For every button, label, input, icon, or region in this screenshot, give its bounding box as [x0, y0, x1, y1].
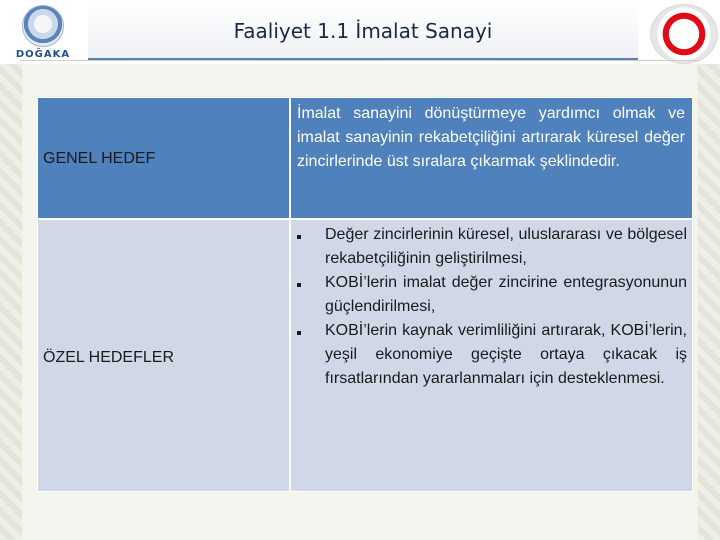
- specific-goals-label-cell: [37, 219, 290, 492]
- list-item: [295, 319, 687, 391]
- left-decorative-border: [0, 64, 22, 540]
- objectives-table: [37, 97, 693, 492]
- list-item: [295, 271, 687, 319]
- slide-header: [0, 0, 720, 64]
- bullet-icon: [297, 331, 301, 335]
- dogaka-logo-text: DOĞAKA: [15, 48, 71, 60]
- page-title: Faaliyet 1.1 İmalat Sanayi: [233, 18, 493, 43]
- general-goal-label-cell: [37, 97, 290, 219]
- list-item: [295, 223, 687, 271]
- general-goal-label: GENEL HEDEF: [43, 150, 156, 167]
- list-item-text: KOBİ’lerin imalat değer zincirine entegrasyonunun güçlendirilmesi,: [325, 274, 687, 315]
- list-item-text: Değer zincirlerinin küresel, uluslararası ve bölgesel rekabetçiliğinin geliştirilmesi,: [325, 226, 687, 267]
- specific-goals-list: [295, 223, 687, 391]
- list-item-text: KOBİ’lerin kaynak verimliliğini artırarak, KOBİ’lerin, yeşil ekonomiye geçişte ortaya çıkacak iş fırsatlarından yararlanmaları için desteklenmesi.: [325, 322, 687, 387]
- dogaka-emblem-icon: [22, 5, 64, 47]
- general-goal-content-cell: [290, 97, 693, 219]
- general-goal-text: İmalat sanayini dönüştürmeye yardımcı olmak ve imalat sanayinin rekabetçiliğini artırarak küresel değer zincirlerinde üst sıralara çıkarmak şeklindedir.: [297, 105, 685, 170]
- specific-goals-label: ÖZEL HEDEFLER: [43, 349, 174, 366]
- right-decorative-border: [698, 64, 720, 540]
- specific-goals-content-cell: [290, 219, 693, 492]
- bullet-icon: [297, 235, 301, 239]
- ministry-seal-logo: [650, 4, 718, 64]
- dogaka-logo: [4, 2, 82, 62]
- title-box: [88, 3, 638, 60]
- header-divider: [20, 60, 700, 61]
- bullet-icon: [297, 283, 301, 287]
